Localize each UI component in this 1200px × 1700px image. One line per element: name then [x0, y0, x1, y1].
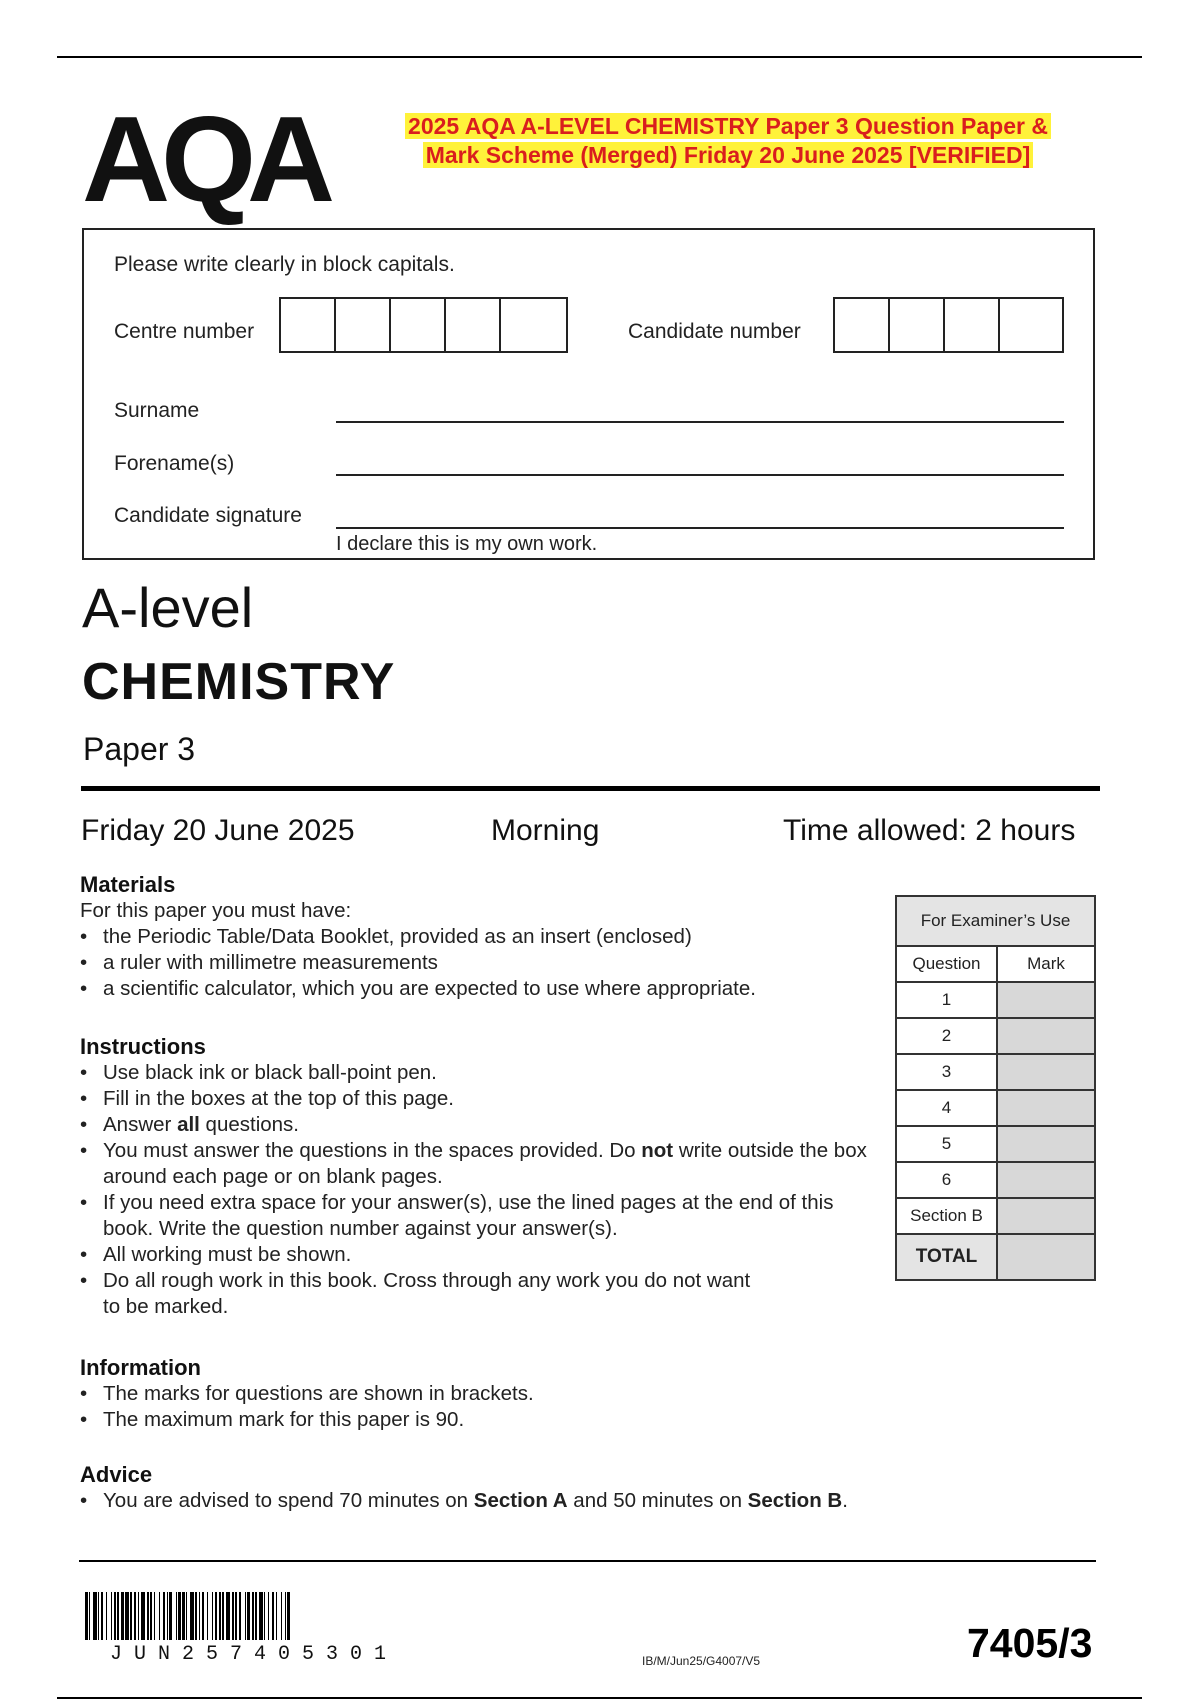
banner-line-1: 2025 AQA A-LEVEL CHEMISTRY Paper 3 Question Paper &	[405, 113, 1051, 139]
title-rule	[81, 786, 1100, 791]
paper-number: Paper 3	[83, 731, 196, 767]
subject-title: CHEMISTRY	[82, 653, 396, 711]
table-row	[897, 1055, 1094, 1091]
declaration-text: I declare this is my own work.	[336, 533, 598, 555]
list-item	[80, 1488, 980, 1514]
mark-cell	[998, 1127, 1094, 1161]
barcode	[85, 1592, 469, 1640]
signature-field[interactable]	[336, 527, 1064, 529]
block-capitals-instruction: Please write clearly in block capitals.	[114, 253, 455, 276]
barcode-number: JUN257405301	[110, 1643, 399, 1666]
question-number: 5	[897, 1127, 998, 1161]
list-item: • Use black ink or black ball-point pen.	[80, 1060, 870, 1086]
barcode-bar	[287, 1592, 290, 1640]
table-row	[897, 1091, 1094, 1127]
candidate-number-cell[interactable]	[1000, 299, 1062, 351]
exam-date: Friday 20 June 2025	[81, 814, 355, 847]
materials-section	[80, 872, 900, 1002]
text-span: and 50 minutes on	[567, 1489, 748, 1512]
centre-number-boxes[interactable]	[279, 297, 568, 353]
advice-section	[80, 1462, 980, 1514]
table-row	[897, 1127, 1094, 1163]
information-section	[80, 1355, 880, 1433]
paper-code: 7405/3	[967, 1620, 1093, 1666]
materials-heading: Materials	[80, 872, 176, 897]
examiner-table-title: For Examiner’s Use	[897, 897, 1094, 947]
examiner-use-table	[895, 895, 1096, 1281]
list-item: • All working must be shown.	[80, 1242, 870, 1268]
examiner-table-header-row	[897, 947, 1094, 983]
instructions-section	[80, 1034, 870, 1320]
candidate-number-cell[interactable]	[890, 299, 945, 351]
list-item	[80, 1138, 870, 1190]
aqa-logo: AQA	[82, 91, 327, 227]
emphasis: Section A	[473, 1489, 568, 1512]
centre-number-cell[interactable]	[336, 299, 391, 351]
text-span: write outside the box around each page or on blank pages.	[103, 1139, 867, 1188]
materials-intro: For this paper you must have:	[80, 899, 352, 922]
candidate-number-cell[interactable]	[835, 299, 890, 351]
candidate-number-label: Candidate number	[628, 320, 801, 343]
total-mark-cell	[998, 1235, 1094, 1279]
text-span: You are advised to spend 70 minutes on	[103, 1489, 474, 1512]
question-number: 6	[897, 1163, 998, 1197]
list-item: • Fill in the boxes at the top of this page.	[80, 1086, 870, 1112]
centre-number-cell[interactable]	[391, 299, 446, 351]
table-row	[897, 1199, 1094, 1235]
text-span: Answer	[103, 1113, 178, 1136]
surname-field[interactable]	[336, 421, 1064, 423]
list-item: • The marks for questions are shown in brackets.	[80, 1381, 880, 1407]
information-heading: Information	[80, 1355, 201, 1380]
total-label: TOTAL	[897, 1235, 998, 1279]
mark-column-header: Mark	[998, 947, 1094, 981]
instructions-list	[80, 1060, 870, 1320]
text-span: questions.	[199, 1113, 300, 1136]
emphasis: Section B	[747, 1489, 843, 1512]
centre-number-label: Centre number	[114, 320, 255, 343]
candidate-number-cell[interactable]	[945, 299, 1000, 351]
banner-line-2: Mark Scheme (Merged) Friday 20 June 2025 [VERIFIED]	[423, 142, 1034, 168]
advice-list	[80, 1488, 980, 1514]
surname-label: Surname	[114, 399, 200, 422]
qualification-level: A-level	[82, 576, 254, 639]
top-rule	[57, 56, 1142, 58]
forename-label: Forename(s)	[114, 452, 235, 475]
list-item	[80, 1112, 870, 1138]
list-item: • the Periodic Table/Data Booklet, provided as an insert (enclosed)	[80, 924, 900, 950]
signature-label: Candidate signature	[114, 504, 302, 527]
mark-cell	[998, 1091, 1094, 1125]
question-number: 1	[897, 983, 998, 1017]
question-number: 3	[897, 1055, 998, 1089]
materials-list	[80, 924, 900, 1002]
centre-number-cell[interactable]	[281, 299, 336, 351]
document-banner	[372, 112, 1084, 170]
mark-cell	[998, 1019, 1094, 1053]
mark-cell	[998, 1163, 1094, 1197]
page-bottom-rule	[57, 1697, 1142, 1699]
question-number: Section B	[897, 1199, 998, 1233]
list-item: • a ruler with millimetre measurements	[80, 950, 900, 976]
paper-reference: IB/M/Jun25/G4007/V5	[642, 1654, 761, 1668]
advice-heading: Advice	[80, 1462, 153, 1487]
question-number: 4	[897, 1091, 998, 1125]
table-row	[897, 1019, 1094, 1055]
text-span: .	[842, 1489, 848, 1512]
text-span: You must answer the questions in the spaces provided. Do	[103, 1139, 642, 1162]
list-item: • The maximum mark for this paper is 90.	[80, 1407, 880, 1433]
list-item: • If you need extra space for your answer(s), use the lined pages at the end of this book. Write the question number against your answer(s).	[80, 1190, 870, 1242]
footer-rule	[79, 1560, 1096, 1562]
table-row	[897, 983, 1094, 1019]
mark-cell	[998, 1055, 1094, 1089]
mark-cell	[998, 1199, 1094, 1233]
emphasis: not	[641, 1139, 674, 1162]
candidate-number-boxes[interactable]	[833, 297, 1064, 353]
list-item: • Do all rough work in this book. Cross through any work you do not want to be marked.	[80, 1268, 763, 1320]
list-item: • a scientific calculator, which you are expected to use where appropriate.	[80, 976, 900, 1002]
forename-field[interactable]	[336, 474, 1064, 476]
exam-session: Morning	[491, 814, 600, 847]
time-allowed: Time allowed: 2 hours	[783, 814, 1076, 847]
table-row	[897, 1163, 1094, 1199]
information-list	[80, 1381, 880, 1433]
total-row	[897, 1235, 1094, 1279]
question-number: 2	[897, 1019, 998, 1053]
emphasis: all	[177, 1113, 200, 1136]
instructions-heading: Instructions	[80, 1034, 206, 1059]
centre-number-cell[interactable]	[501, 299, 566, 351]
question-column-header: Question	[897, 947, 998, 981]
centre-number-cell[interactable]	[446, 299, 501, 351]
mark-cell	[998, 983, 1094, 1017]
